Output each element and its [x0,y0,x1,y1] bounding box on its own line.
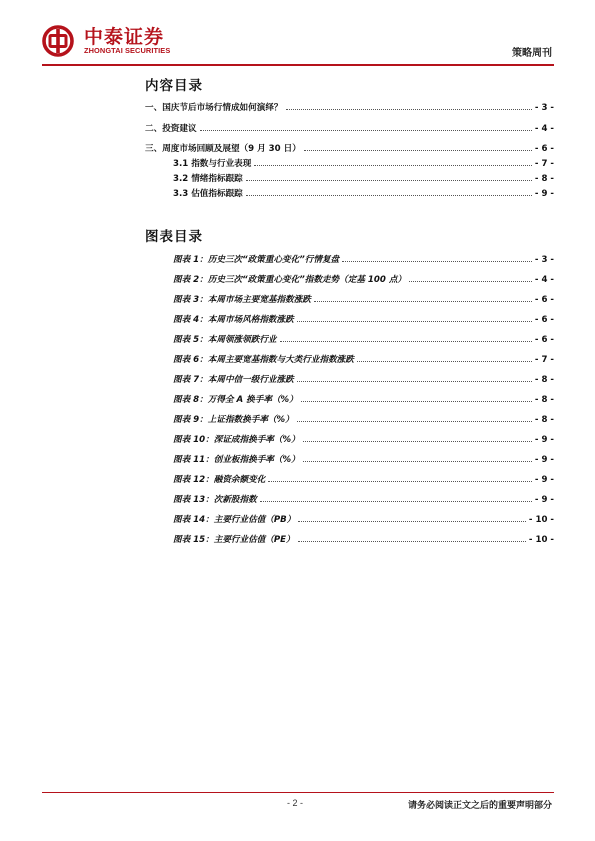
figure-entry-label: 图表 13：次新股指数 [173,495,257,505]
toc-subentry[interactable] [173,187,554,201]
figure-entry-page: - 9 - [534,455,554,465]
figure-entry-page: - 3 - [534,255,554,265]
figure-entry-page: - 6 - [534,295,554,305]
dot-leader [298,521,526,522]
dot-leader [286,109,532,110]
figure-entry[interactable] [173,533,554,547]
dot-leader [303,461,532,462]
figure-entry-page: - 9 - [534,435,554,445]
dot-leader [357,361,532,362]
toc-entry-label: 一、国庆节后市场行情成如何演绎？ [145,103,283,113]
figure-entry-label: 图表 12：融资余额变化 [173,475,266,485]
toc-entry[interactable] [145,142,554,156]
figure-entry-page: - 8 - [534,395,554,405]
figure-entry[interactable] [173,253,554,267]
toc-entry-label: 3.3 估值指标跟踪 [173,189,243,199]
page-header [0,0,595,70]
figure-entry[interactable] [173,353,554,367]
dot-leader [342,261,532,262]
toc-entry[interactable] [145,101,554,115]
figure-entry-label: 图表 14：主要行业估值（PB） [173,515,296,525]
figure-entry[interactable] [173,453,554,467]
footer-divider [42,792,554,793]
figure-entry[interactable] [173,513,554,527]
figure-entry-page: - 9 - [534,495,554,505]
figure-entry-label: 图表 15：主要行业估值（PE） [173,535,295,545]
figure-entry[interactable] [173,473,554,487]
figure-entry[interactable] [173,413,554,427]
dot-leader [304,150,532,151]
figure-entry-label: 图表 9：上证指数换手率（%） [173,415,294,425]
figure-entry-label: 图表 7：本周中信一级行业涨跌 [173,375,294,385]
dot-leader [246,180,532,181]
figure-entry-label: 图表 2：历史三次“政策重心变化”指数走势（定基 100 点） [173,275,407,285]
figure-entry-label: 图表 8：万得全 A 换手率（%） [173,395,298,405]
dot-leader [280,341,532,342]
toc-entry-label: 3.1 指数与行业表现 [173,159,252,169]
toc-entry[interactable] [145,122,554,136]
figure-entry-page: - 6 - [534,335,554,345]
dot-leader [409,281,532,282]
figure-entry-label: 图表 1：历史三次“政策重心变化”行情复盘 [173,255,340,265]
toc-entry-page: - 3 - [534,103,554,113]
figures-title: 图表目录 [145,229,203,245]
figure-entry-label: 图表 6：本周主要宽基指数与大类行业指数涨跌 [173,355,354,365]
toc-entry-label: 二、投资建议 [145,124,197,134]
dot-leader [301,401,532,402]
toc-entry-page: - 4 - [534,124,554,134]
company-name-en: ZHONGTAI SECURITIES [84,46,171,55]
dot-leader [254,165,532,166]
figure-entry-label: 图表 4：本周市场风格指数涨跌 [173,315,294,325]
dot-leader [246,195,532,196]
dot-leader [297,321,532,322]
toc-entry-page: - 7 - [534,159,554,169]
toc-entry-label: 三、周度市场回顾及展望（9 月 30 日） [145,144,301,154]
disclaimer-note: 请务必阅读正文之后的重要声明部分 [407,801,552,811]
toc-entry-label: 3.2 情绪指标跟踪 [173,174,243,184]
figure-entry[interactable] [173,433,554,447]
figure-entry-label: 图表 11：创业板指换手率（%） [173,455,300,465]
company-logo-icon [42,25,74,57]
dot-leader [297,421,532,422]
figure-entry-page: - 10 - [528,515,554,525]
header-divider [42,64,554,66]
figure-entry-label: 图表 5：本周领涨领跌行业 [173,335,277,345]
page-number: - 2 - [287,798,304,808]
figure-entry-page: - 8 - [534,375,554,385]
figure-entry[interactable] [173,333,554,347]
figure-entry[interactable] [173,493,554,507]
figure-entry-page: - 7 - [534,355,554,365]
report-type-label: 策略周刊 [512,48,552,59]
figure-entry-page: - 4 - [534,275,554,285]
toc-subentry[interactable] [173,157,554,171]
toc-entry-page: - 9 - [534,189,554,199]
dot-leader [268,481,532,482]
dot-leader [314,301,532,302]
toc-subentry[interactable] [173,172,554,186]
dot-leader [200,130,532,131]
figure-entry[interactable] [173,273,554,287]
figure-entry-page: - 6 - [534,315,554,325]
dot-leader [303,441,532,442]
toc-entry-page: - 8 - [534,174,554,184]
dot-leader [298,541,526,542]
figure-entry-label: 图表 10：深证成指换手率（%） [173,435,300,445]
figure-entry[interactable] [173,313,554,327]
figure-entry-page: - 10 - [528,535,554,545]
figure-entry-page: - 8 - [534,415,554,425]
figure-entry-label: 图表 3：本周市场主要宽基指数涨跌 [173,295,311,305]
company-name-cn: 中泰证券 [84,26,165,48]
figure-entry[interactable] [173,393,554,407]
toc-title: 内容目录 [145,78,203,94]
figure-entry[interactable] [173,293,554,307]
dot-leader [260,501,532,502]
dot-leader [297,381,532,382]
toc-entry-page: - 6 - [534,144,554,154]
figure-entry-page: - 9 - [534,475,554,485]
figure-entry[interactable] [173,373,554,387]
